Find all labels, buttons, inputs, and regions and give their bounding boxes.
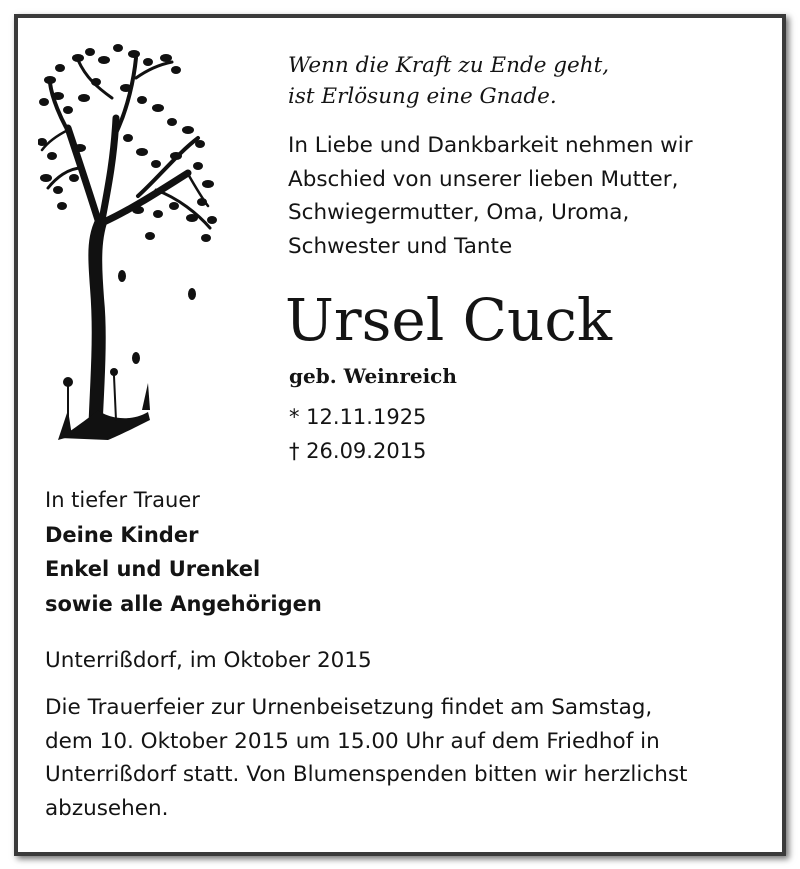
- intro-line: Abschied von unserer lieben Mutter,: [288, 166, 679, 192]
- mourners-intro: In tiefer Trauer: [45, 488, 200, 512]
- poem-line: Wenn die Kraft zu Ende geht,: [288, 53, 610, 78]
- notice-line: abzusehen.: [45, 795, 169, 821]
- poem-line: ist Erlösung eine Gnade.: [288, 84, 557, 109]
- poem: [288, 50, 609, 112]
- birth-name: geb. Weinreich: [289, 364, 457, 388]
- death-date: † 26.09.2015: [289, 439, 427, 463]
- life-dates: [289, 400, 426, 468]
- intro-text: [288, 129, 693, 263]
- mourners-line: Deine Kinder: [45, 522, 199, 547]
- deceased-name: Ursel Cuck: [285, 286, 613, 354]
- tree-silhouette-icon: [38, 38, 218, 448]
- place-date: Unterrißdorf, im Oktober 2015: [45, 648, 372, 673]
- intro-line: Schwiegermutter, Oma, Uroma,: [288, 200, 630, 225]
- mourners-line: sowie alle Angehörigen: [45, 591, 322, 616]
- notice-line: Die Trauerfeier zur Urnenbeisetzung findet am Samstag,: [45, 695, 653, 720]
- intro-line: In Liebe und Dankbarkeit nehmen wir: [288, 133, 693, 158]
- mourners-line: Enkel und Urenkel: [45, 557, 261, 581]
- notice-line: Unterrißdorf statt. Von Blumenspenden bitten wir herzlichst: [45, 762, 688, 787]
- intro-line: Schwester und Tante: [288, 233, 513, 259]
- birth-date: * 12.11.1925: [289, 405, 427, 429]
- notice-line: dem 10. Oktober 2015 um 15.00 Uhr auf dem Friedhof in: [45, 728, 660, 754]
- mourners: [45, 483, 322, 621]
- funeral-notice: [45, 691, 687, 825]
